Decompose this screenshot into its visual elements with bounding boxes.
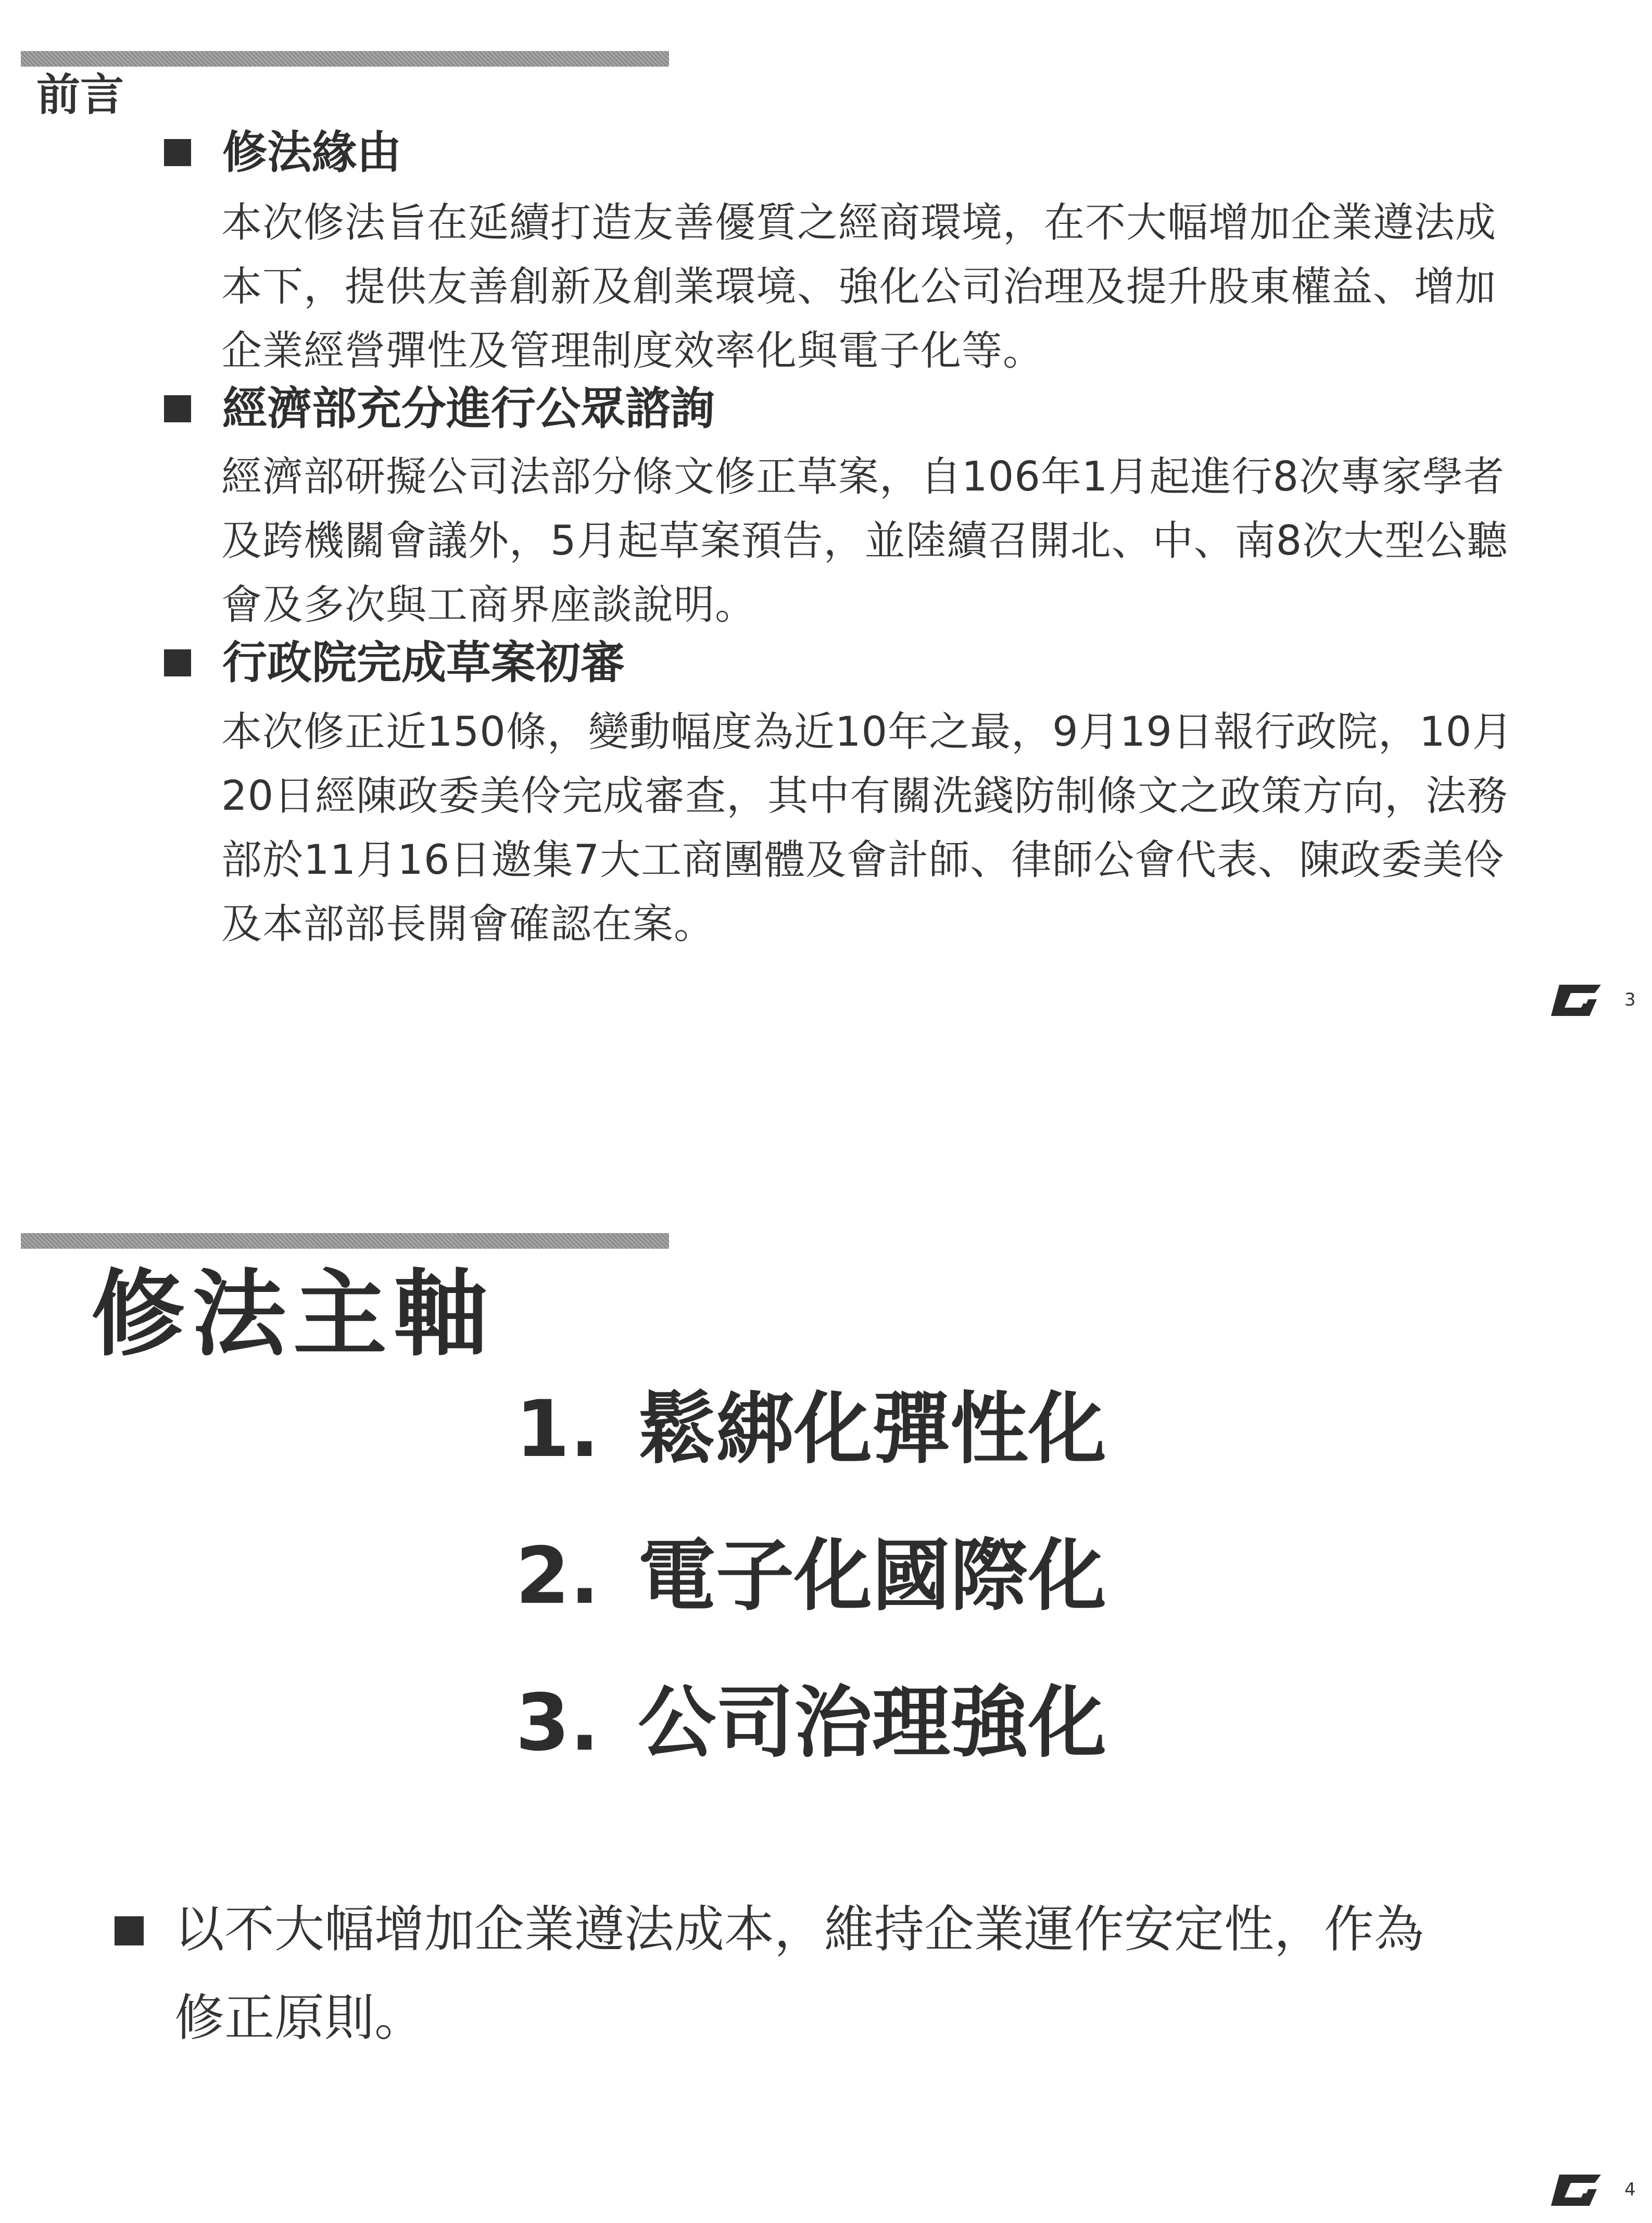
- section-heading: 修法緣由: [222, 127, 401, 179]
- principle-text: [115, 1885, 1572, 2062]
- axis-text: 電子化國際化: [638, 1531, 1107, 1622]
- axis-text: 公司治理強化: [638, 1678, 1107, 1768]
- paragraph-line: 及本部部長開會確認在案。: [221, 901, 715, 948]
- paragraph-line: 經濟部研擬公司法部分條文修正草案，自106年1月起進行8次專家學者: [221, 454, 1505, 500]
- square-bullet-icon: [164, 139, 191, 166]
- slide-preface: [0, 0, 1652, 1067]
- square-bullet-icon: [164, 395, 191, 422]
- bullet-heading: [164, 637, 625, 689]
- section-paragraph: [221, 700, 1606, 957]
- page-number: 4: [1624, 2179, 1636, 2200]
- axis-list: [515, 1384, 1107, 1828]
- paragraph-line: 20日經陳政委美伶完成審查，其中有關洗錢防制條文之政策方向，法務: [221, 773, 1508, 820]
- principle-line: 修正原則。: [174, 1989, 424, 2047]
- section-heading: 經濟部充分進行公眾諮詢: [222, 383, 715, 435]
- paragraph-line: 本次修法旨在延續打造友善優質之經商環境，在不大幅增加企業遵法成: [221, 199, 1497, 246]
- square-bullet-icon: [115, 1916, 144, 1945]
- principle-bullet: [115, 1885, 1572, 2062]
- bullet-heading: [164, 127, 401, 179]
- paragraph-line: 本下，提供友善創新及創業環境、強化公司治理及提升股東權益、增加: [221, 263, 1497, 310]
- header-bar: [21, 1233, 669, 1249]
- section-heading: 行政院完成草案初審: [222, 637, 625, 689]
- page-number: 3: [1624, 989, 1636, 1010]
- paragraph-line: 部於11月16日邀集7大工商團體及會計師、律師公會代表、陳政委美伶: [221, 837, 1505, 884]
- section-paragraph: [221, 191, 1606, 383]
- paragraph-line: 及跨機關會議外，5月起草案預告，並陸續召開北、中、南8次大型公聽: [221, 518, 1508, 564]
- bullet-heading: [164, 383, 715, 435]
- ministry-logo-icon: [1549, 2171, 1606, 2209]
- axis-text: 鬆綁化彈性化: [638, 1384, 1107, 1475]
- paragraph-line: 企業經營彈性及管理制度效率化與電子化等。: [221, 328, 1044, 374]
- square-bullet-icon: [164, 649, 191, 676]
- axis-number: 2.: [515, 1531, 600, 1622]
- slide-main-axes: [0, 1182, 1652, 2223]
- slide-title: 修法主軸: [91, 1260, 496, 1369]
- paragraph-line: 會及多次與工商界座談說明。: [221, 582, 756, 629]
- header-bar: [21, 51, 669, 67]
- slide-title: 前言: [36, 69, 124, 120]
- paragraph-line: 本次修正近150條，變動幅度為近10年之最，9月19日報行政院，10月: [221, 709, 1514, 756]
- ministry-logo-icon: [1549, 982, 1606, 1019]
- axis-number: 1.: [515, 1384, 600, 1475]
- axis-number: 3.: [515, 1678, 600, 1768]
- axis-item: [515, 1384, 1107, 1475]
- principle-line: 以不大幅增加企業遵法成本，維持企業運作安定性，作為: [174, 1900, 1424, 1958]
- section-paragraph: [221, 445, 1606, 637]
- axis-item: [515, 1531, 1107, 1622]
- axis-item: [515, 1678, 1107, 1768]
